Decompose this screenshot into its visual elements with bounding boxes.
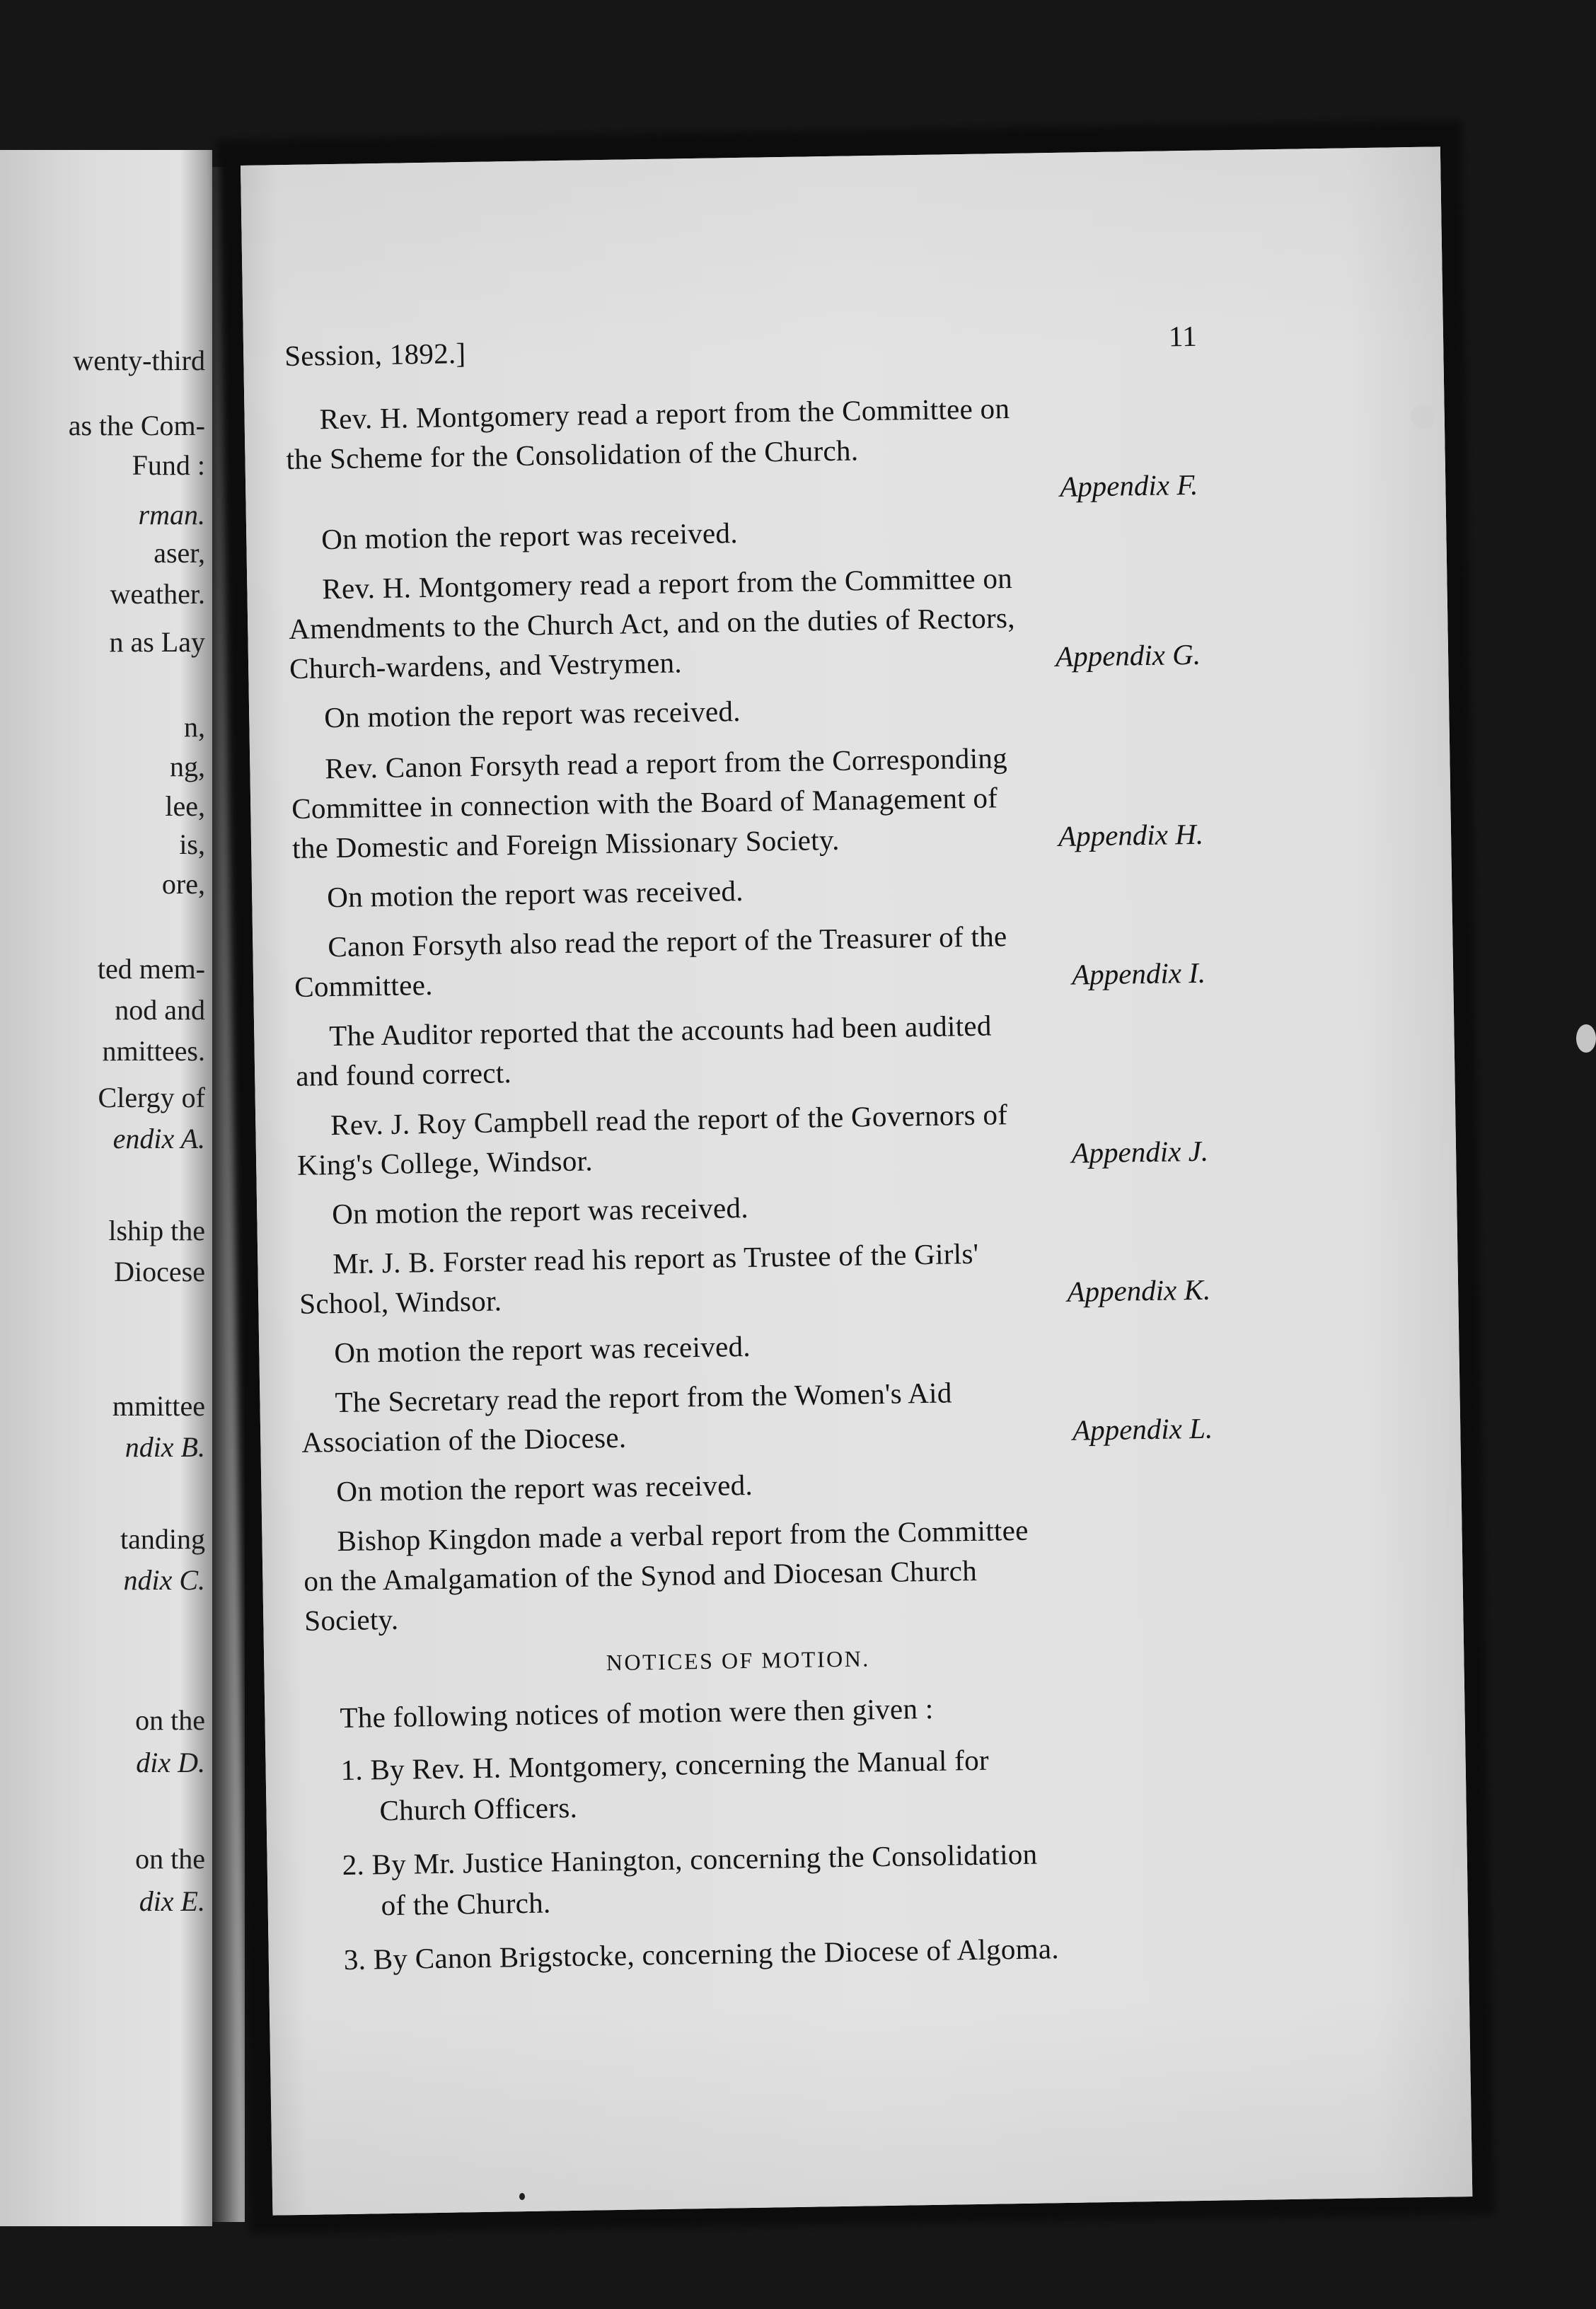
- scan-speck: [519, 2193, 525, 2200]
- appendix-ref: Appendix L.: [1072, 1411, 1213, 1447]
- left-fragment: weather.: [110, 578, 205, 610]
- left-fragment: ndix B.: [125, 1431, 205, 1463]
- left-fragment: endix A.: [112, 1123, 205, 1154]
- left-fragment: is,: [179, 828, 205, 860]
- appendix-ref: Appendix G.: [1055, 637, 1201, 673]
- notice-item: 3. By Canon Brigstocke, concerning the Diocese of Algoma.: [343, 1932, 1060, 1977]
- left-page: [0, 150, 212, 2226]
- body-line: Bishop Kingdon made a verbal report from the Committee: [337, 1513, 1029, 1558]
- body-line: Amendments to the Church Act, and on the duties of Rectors,: [288, 601, 1016, 646]
- notice-item-continuation: Church Officers.: [379, 1790, 578, 1827]
- body-line: The Secretary read the report from the Women's Aid: [335, 1376, 952, 1419]
- left-fragment: Clergy of: [98, 1082, 205, 1113]
- right-page: [241, 146, 1472, 2215]
- body-line: Committee in connection with the Board of Management of: [291, 781, 998, 825]
- body-line: the Domestic and Foreign Missionary Society.: [291, 823, 840, 864]
- notice-item: 1. By Rev. H. Montgomery, concerning the Manual for: [340, 1743, 990, 1787]
- notices-intro: The following notices of motion were then given :: [340, 1691, 934, 1735]
- appendix-ref: Appendix H.: [1058, 817, 1204, 852]
- body-line: and found correct.: [295, 1056, 512, 1092]
- body-line: the Scheme for the Consolidation of the Church.: [286, 434, 859, 476]
- appendix-ref: Appendix I.: [1071, 956, 1206, 991]
- left-fragment: ore,: [161, 868, 205, 900]
- left-fragment: ted mem-: [97, 953, 205, 985]
- left-fragment: nod and: [115, 994, 205, 1026]
- appendix-ref: Appendix F.: [1059, 468, 1198, 503]
- left-fragment: tanding: [120, 1523, 205, 1555]
- body-line: Committee.: [294, 968, 434, 1003]
- notices-heading: NOTICES OF MOTION.: [606, 1645, 871, 1676]
- running-head: Session, 1892.]: [284, 337, 466, 373]
- body-line: On motion the report was received.: [334, 1329, 751, 1370]
- body-line: On motion the report was received.: [326, 874, 744, 914]
- body-line: Church-wardens, and Vestrymen.: [289, 646, 683, 685]
- body-line: On motion the report was received.: [336, 1468, 753, 1508]
- body-line: On motion the report was received.: [320, 516, 739, 556]
- left-fragment: mmittee: [112, 1390, 205, 1422]
- left-fragment: dix D.: [136, 1747, 205, 1778]
- body-line: Association of the Diocese.: [301, 1420, 627, 1459]
- body-line: Rev. H. Montgomery read a report from the Committee on: [319, 391, 1010, 436]
- body-line: on the Amalgamation of the Synod and Diocesan Church: [303, 1553, 978, 1597]
- left-fragment: nmittees.: [102, 1035, 205, 1067]
- scan-speck: [1576, 1024, 1596, 1053]
- body-line: On motion the report was received.: [331, 1191, 749, 1231]
- body-line: Rev. H. Montgomery read a report from the Committee on: [322, 561, 1013, 606]
- left-fragment: wenty-third: [73, 345, 205, 376]
- left-fragment: lee,: [165, 790, 205, 822]
- left-fragment: n,: [184, 711, 205, 743]
- left-fragment: aser,: [154, 537, 205, 569]
- appendix-ref: Appendix K.: [1067, 1273, 1211, 1308]
- body-line: King's College, Windsor.: [296, 1144, 594, 1181]
- left-fragment: dix E.: [139, 1885, 205, 1917]
- body-line: School, Windsor.: [299, 1284, 502, 1320]
- body-line: Rev. J. Roy Campbell read the report of the Governors of: [330, 1098, 1008, 1142]
- body-line: Rev. Canon Forsyth read a report from the Corresponding: [325, 741, 1008, 785]
- left-fragment: Fund :: [132, 449, 205, 481]
- body-line: The Auditor reported that the accounts had been audited: [328, 1009, 992, 1053]
- notice-item-continuation: of the Church.: [381, 1886, 551, 1922]
- left-fragment: rman.: [138, 499, 205, 531]
- body-line: Society.: [303, 1602, 399, 1637]
- appendix-ref: Appendix J.: [1071, 1134, 1209, 1169]
- left-fragment: on the: [135, 1704, 205, 1736]
- notice-item: 2. By Mr. Justice Hanington, concerning the Consolidation: [342, 1837, 1038, 1882]
- left-fragment: ng,: [170, 751, 205, 782]
- page-number: 11: [1168, 319, 1198, 353]
- body-line: On motion the report was received.: [323, 694, 741, 734]
- left-fragment: as the Com-: [68, 410, 205, 441]
- scan-speck: [1411, 405, 1435, 429]
- body-line: Canon Forsyth also read the report of the Treasurer of the: [327, 920, 1007, 963]
- left-fragment: lship the: [108, 1215, 205, 1246]
- left-fragment: n as Lay: [109, 626, 205, 658]
- body-line: Mr. J. B. Forster read his report as Trustee of the Girls': [332, 1237, 979, 1280]
- left-fragment: on the: [135, 1843, 205, 1875]
- left-fragment: ndix C.: [123, 1564, 205, 1596]
- left-fragment: Diocese: [114, 1256, 205, 1287]
